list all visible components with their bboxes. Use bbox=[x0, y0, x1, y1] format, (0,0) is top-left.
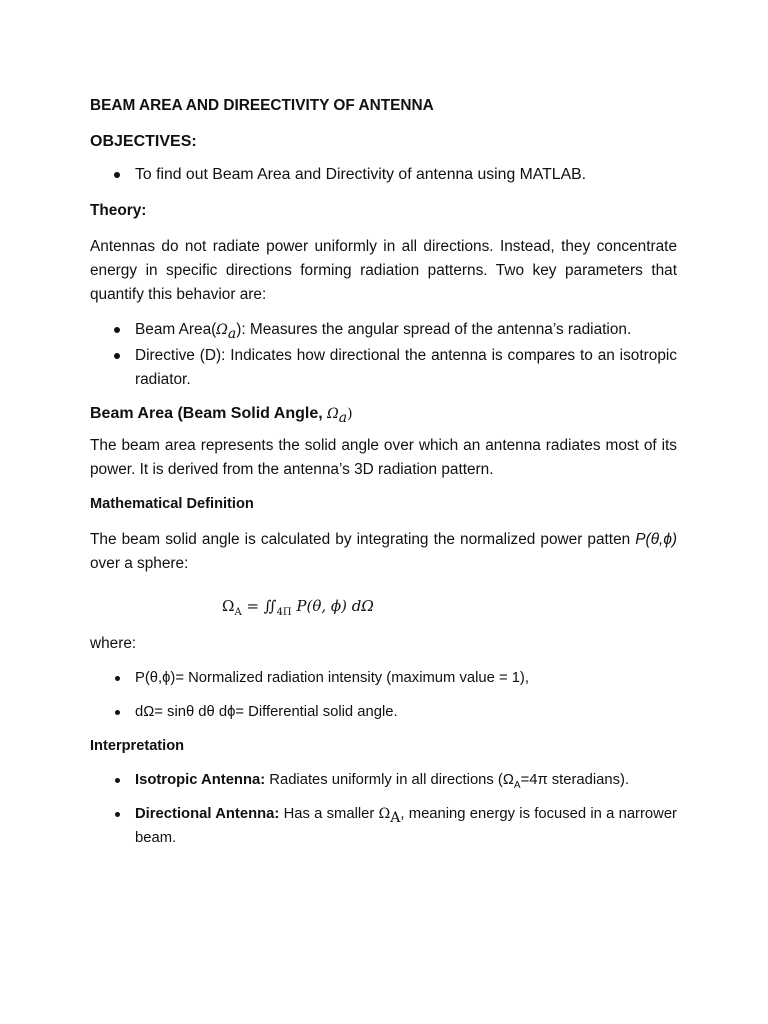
beam-area-equation: $\Omega_A$ = $∬_{4\Pi}$ P(θ, ϕ) dΩ bbox=[222, 597, 374, 618]
bullet-icon bbox=[114, 353, 120, 359]
document-title: BEAM AREA AND DIREECTIVITY OF ANTENNA bbox=[90, 97, 434, 114]
where-label: where: bbox=[90, 635, 137, 652]
interpretation-item-isotropic: Isotropic Antenna: Radiates uniformly in all directions ($\Omega_A=4\pi$ steradians). bbox=[90, 768, 677, 792]
omega-symbol: Ω bbox=[216, 322, 228, 338]
math-definition-text: The beam solid angle is calculated by integrating the normalized power patten P(θ,ϕ) over a sphere: bbox=[90, 531, 677, 572]
where-list bbox=[90, 666, 677, 724]
theory-item-directive: Directive (D): Indicates how directional the antenna is compares to an isotropic radiator. bbox=[90, 344, 677, 392]
objectives-heading: OBJECTIVES: bbox=[90, 133, 197, 150]
theory-intro: Antennas do not radiate power uniformly in all directions. Instead, they concentrate energy in specific directions forming radiation patterns. Two key parameters that quantify this behavior are: bbox=[90, 238, 677, 303]
beam-area-heading: Beam Area (Beam Solid Angle, $\Omega_a$) bbox=[90, 405, 353, 427]
bullet-icon bbox=[115, 778, 120, 783]
theory-item-beam-area: Beam $Area(\Omega_a)$: Measures the angular spread of the antenna’s radiation. bbox=[90, 318, 677, 342]
omega-symbol: Ω bbox=[378, 806, 391, 822]
interpretation-heading: Interpretation bbox=[90, 738, 185, 754]
where-item: dΩ= sinθ dθ dϕ= Differential solid angle. bbox=[90, 700, 677, 724]
power-pattern-function: P(θ,ϕ) bbox=[635, 531, 677, 548]
math-definition-heading: Mathematical Definition bbox=[90, 496, 254, 512]
interpretation-item-directional: Directional Antenna: Has a smaller $\Omega_A$, meaning energy is focused in a narrower beam. bbox=[90, 802, 677, 850]
interpretation-list bbox=[90, 768, 677, 850]
objective-item: To find out Beam Area and Directivity of antenna using MATLAB. bbox=[90, 163, 677, 187]
theory-list bbox=[90, 318, 677, 392]
bullet-icon bbox=[114, 172, 120, 178]
bullet-icon bbox=[115, 710, 120, 715]
where-item: P(θ,ϕ)= Normalized radiation intensity (maximum value = 1), bbox=[90, 666, 677, 690]
objectives-list bbox=[90, 163, 677, 187]
bullet-icon bbox=[115, 676, 120, 681]
omega-symbol: Ω bbox=[327, 406, 339, 422]
bullet-icon bbox=[115, 812, 120, 817]
document-content bbox=[90, 94, 677, 850]
beam-area-description: The beam area represents the solid angle over which an antenna radiates most of its power. It is derived from the antenna’s 3D radiation pattern. bbox=[90, 437, 677, 478]
theory-heading: Theory: bbox=[90, 202, 147, 219]
bullet-icon bbox=[114, 327, 120, 333]
